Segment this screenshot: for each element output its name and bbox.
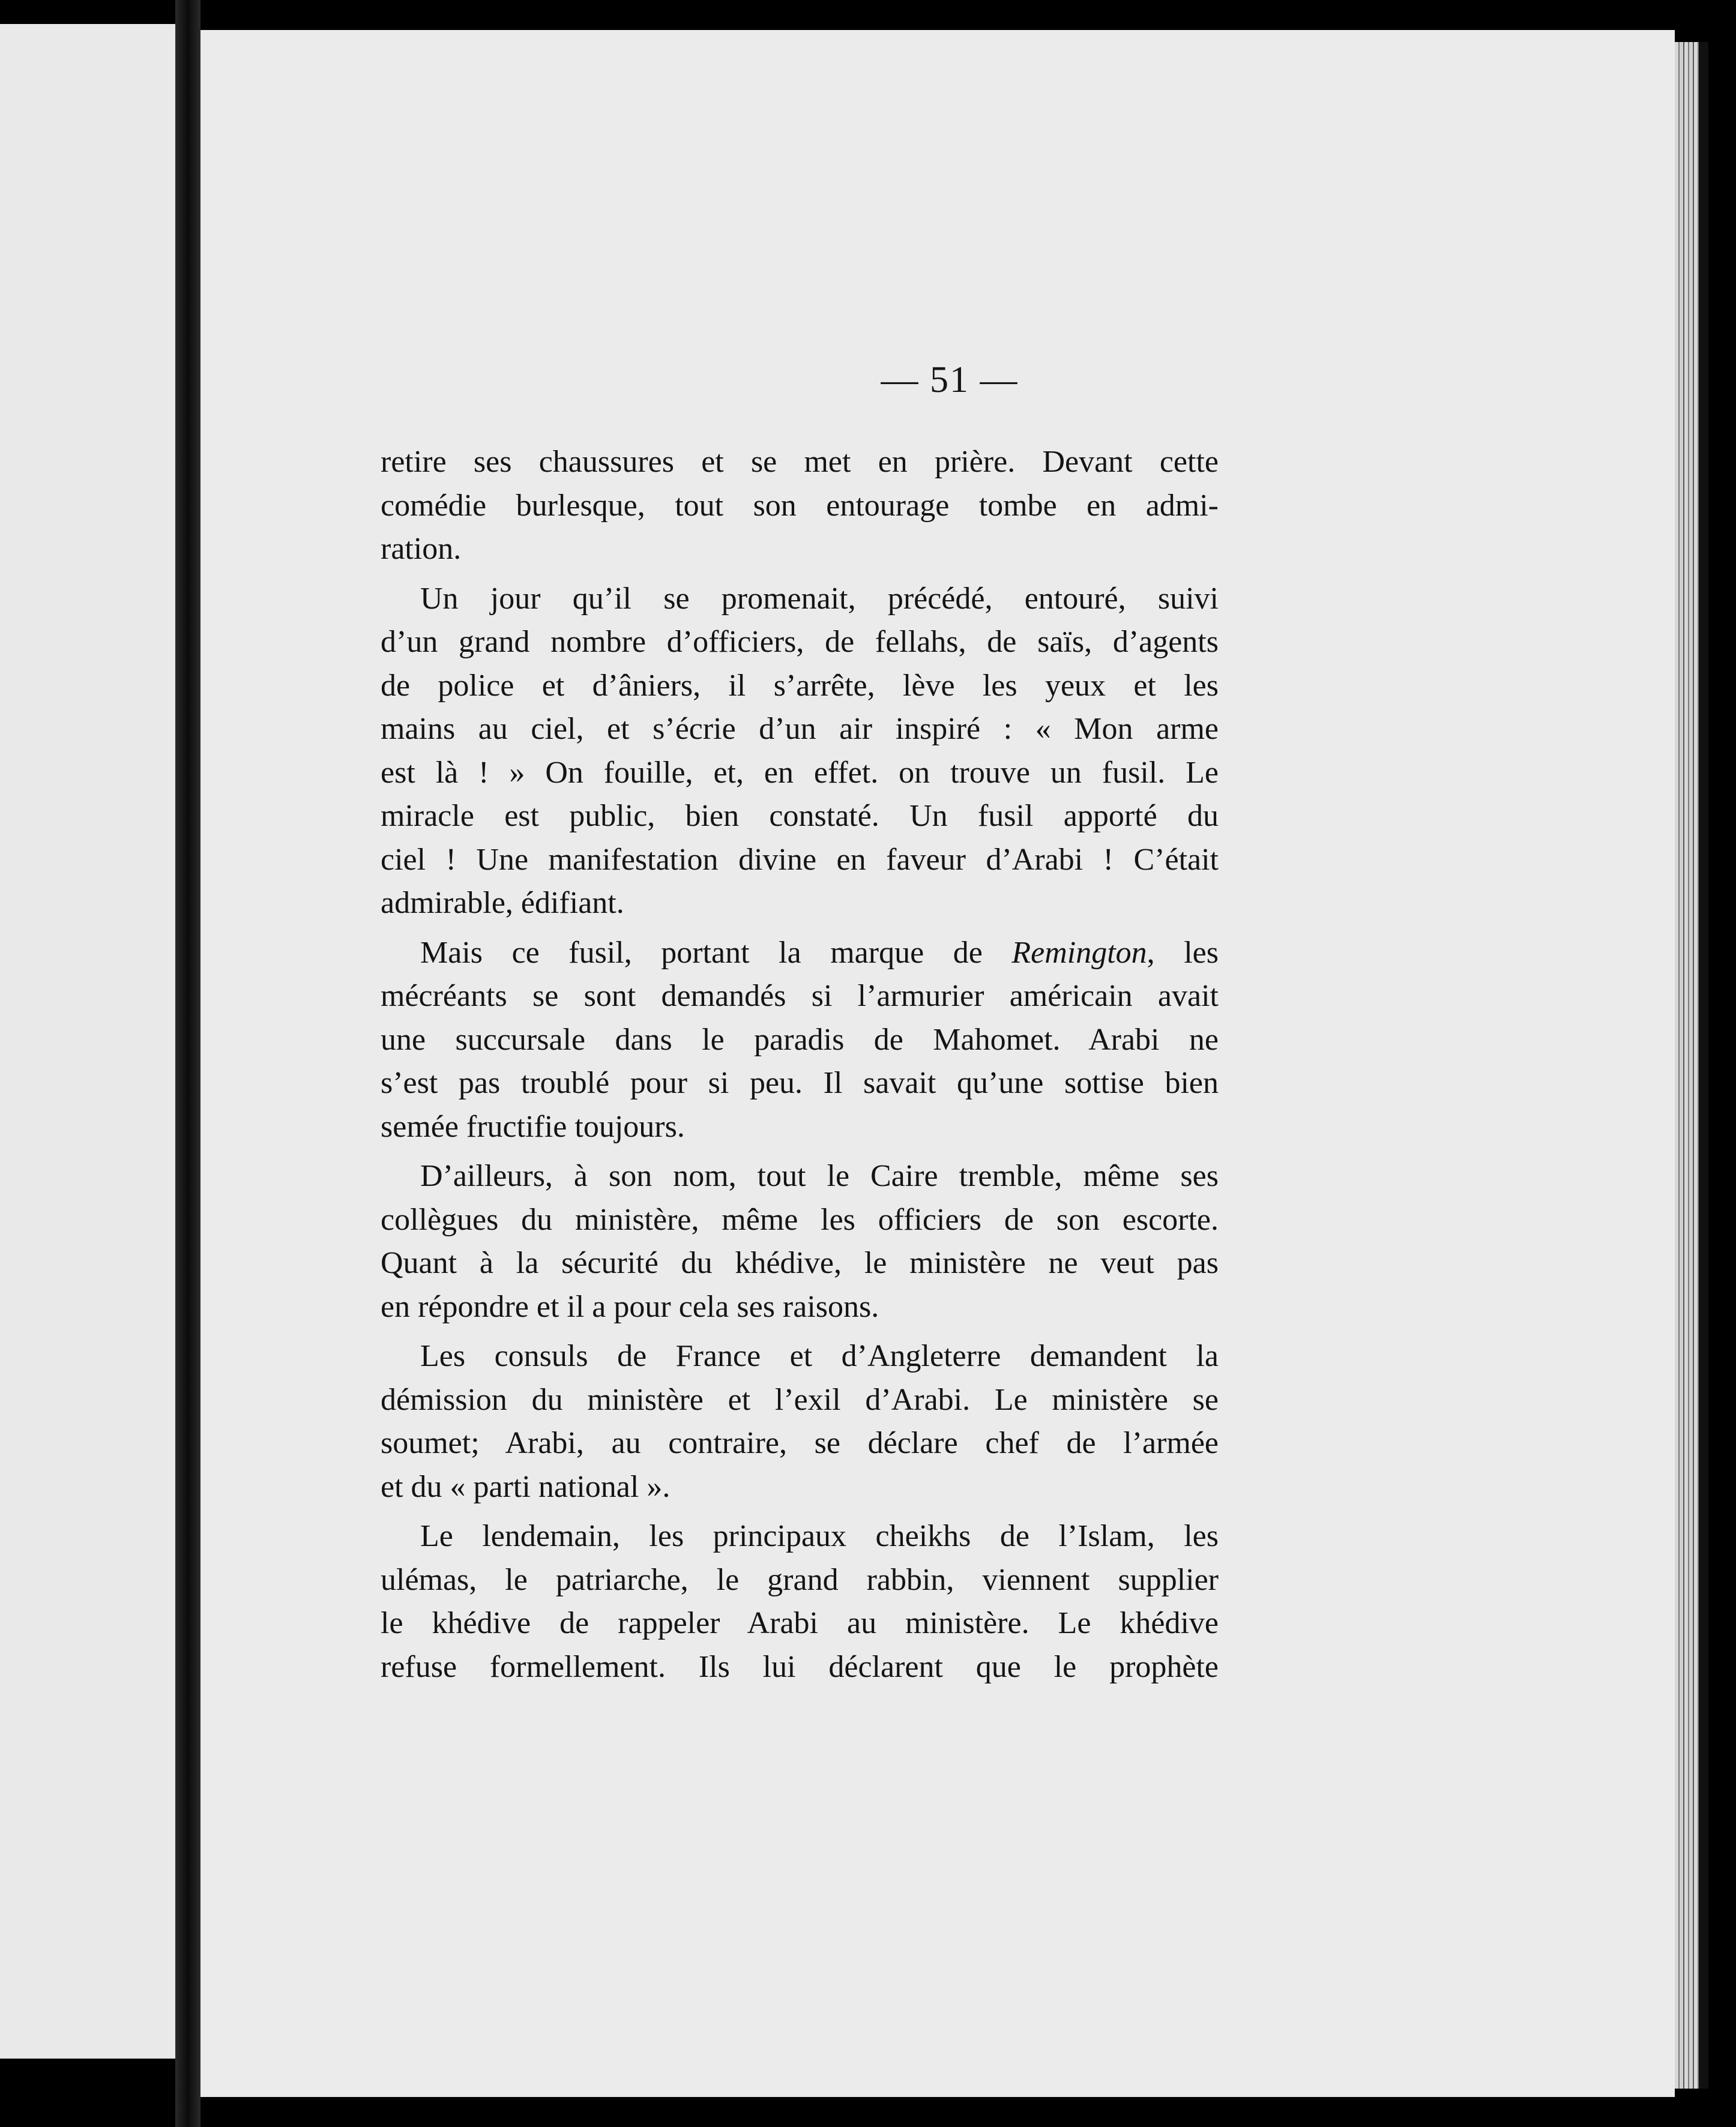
- text-line: le khédive de rappeler Arabi au ministère. Le khédive: [381, 1606, 1219, 1640]
- remington-italic: Remington: [1011, 935, 1147, 970]
- page-body: [381, 441, 1219, 1689]
- paragraph: [381, 1155, 1219, 1329]
- text-line: Quant à la sécurité du khédive, le ministère ne veut pas: [381, 1246, 1219, 1280]
- text-line: collègues du ministère, même les officiers de son escorte.: [381, 1202, 1219, 1237]
- text-line: D’ailleurs, à son nom, tout le Caire tremble, même ses: [420, 1159, 1219, 1193]
- book-cover-edge: [1699, 42, 1708, 2089]
- page-stack-edge: [1675, 42, 1699, 2089]
- text-line: refuse formellement. Ils lui déclarent que le prophète: [381, 1649, 1219, 1684]
- text-line: mains au ciel, et s’écrie d’un air inspiré : « Mon arme: [381, 712, 1219, 746]
- text-line: mécréants se sont demandés si l’armurier américain avait: [381, 979, 1219, 1013]
- text-fragment: Mais ce fusil, portant la marque de: [420, 935, 1012, 970]
- book-page: [200, 30, 1675, 2097]
- text-line: s’est pas troublé pour si peu. Il savait qu’une sottise bien: [381, 1066, 1219, 1100]
- text-line: de police et d’âniers, il s’arrête, lève les yeux et les: [381, 668, 1219, 703]
- text-line: Les consuls de France et d’Angleterre demandent la: [420, 1339, 1219, 1373]
- text-line: ulémas, le patriarche, le grand rabbin, viennent supplier: [381, 1562, 1219, 1597]
- text-line: Le lendemain, les principaux cheikhs de l’Islam, les: [420, 1519, 1219, 1553]
- text-line: ration.: [381, 532, 462, 566]
- text-line: [381, 931, 1219, 975]
- text-line: semée fructifie toujours.: [381, 1109, 685, 1144]
- text-line: soumet; Arabi, au contraire, se déclare chef de l’armée: [381, 1426, 1219, 1460]
- text-line: démission du ministère et l’exil d’Arabi. Le ministère se: [381, 1382, 1219, 1417]
- book-gutter: [175, 0, 200, 2127]
- paragraph: [381, 1515, 1219, 1689]
- paragraph: [381, 931, 1219, 1149]
- text-line: retire ses chaussures et se met en prière. Devant cette: [381, 445, 1219, 479]
- text-line: est là ! » On fouille, et, en effet. on trouve un fusil. Le: [381, 755, 1219, 790]
- text-fragment: , les: [1147, 935, 1219, 970]
- text-line: comédie burlesque, tout son entourage tombe en admi-: [381, 488, 1219, 523]
- text-line: une succursale dans le paradis de Mahomet. Arabi ne: [381, 1022, 1219, 1057]
- text-line: admirable, édifiant.: [381, 886, 624, 920]
- text-line: Un jour qu’il se promenait, précédé, entouré, suivi: [420, 581, 1219, 616]
- text-line: en répondre et il a pour cela ses raisons.: [381, 1289, 879, 1324]
- paragraph: [381, 577, 1219, 925]
- text-line: d’un grand nombre d’officiers, de fellahs, de saïs, d’agents: [381, 625, 1219, 659]
- text-line: ciel ! Une manifestation divine en faveur d’Arabi ! C’était: [381, 842, 1219, 877]
- previous-page-edge: [0, 24, 186, 2059]
- text-line: et du « parti national ».: [381, 1469, 671, 1504]
- page-number: — 51 —: [881, 360, 1019, 400]
- text-line: miracle est public, bien constaté. Un fusil apporté du: [381, 799, 1219, 833]
- paragraph: [381, 441, 1219, 571]
- paragraph: [381, 1335, 1219, 1509]
